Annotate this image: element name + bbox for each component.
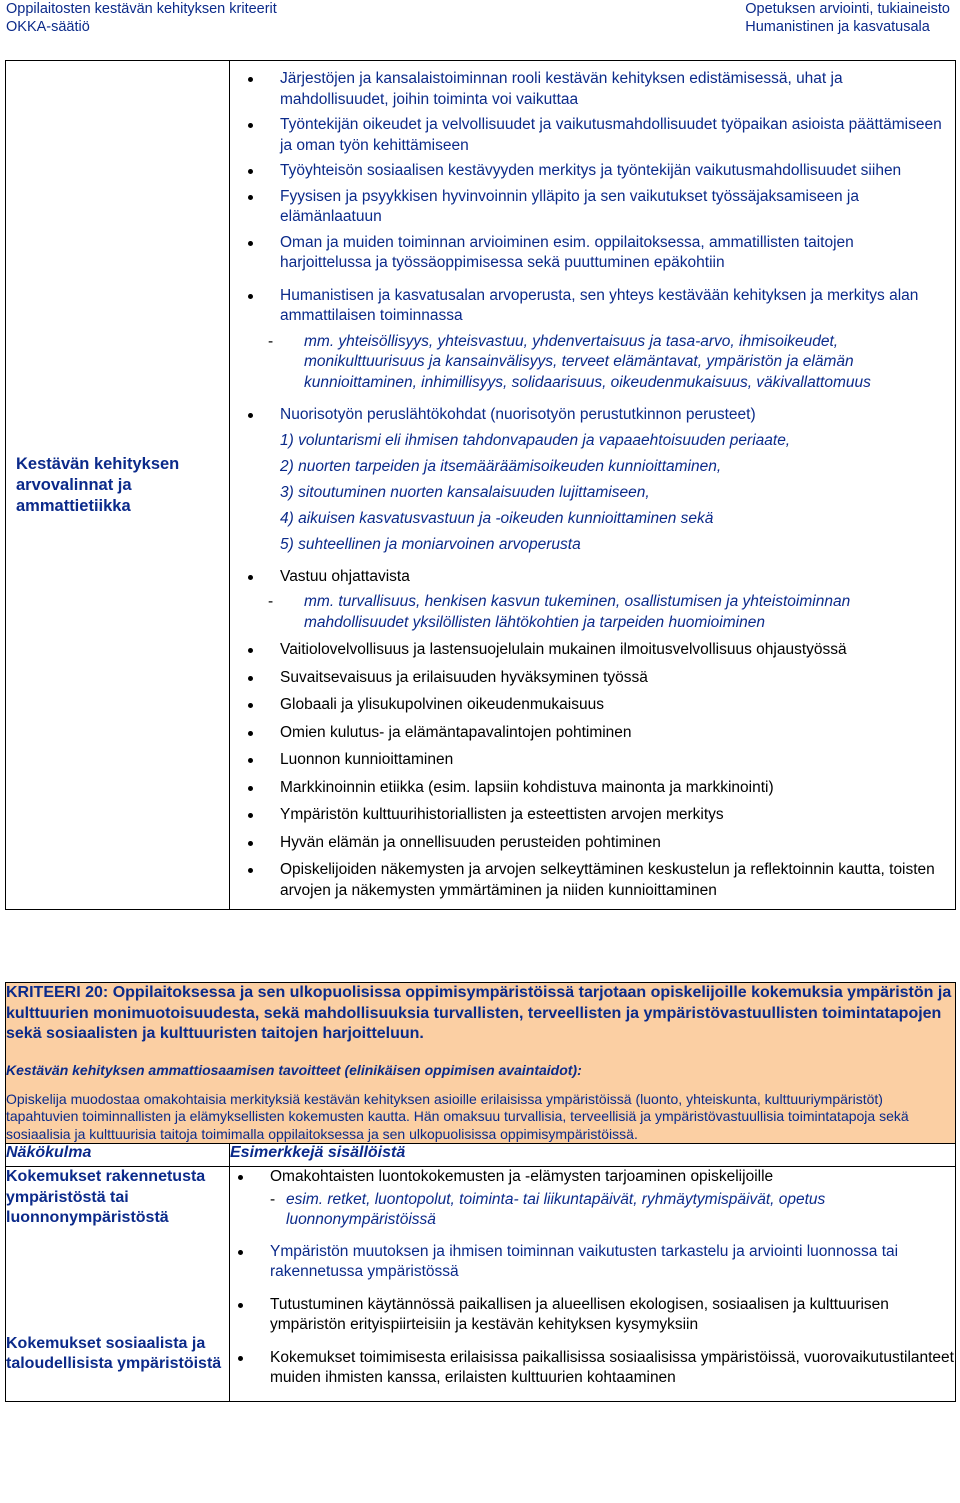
list-item: Markkinoinnin etiikka (esim. lapsiin kohdistuva mainonta ja markkinointi) (240, 778, 945, 799)
care-examples: mm. turvallisuus, henkisen kasvun tukeminen, osallistumisen ja yhteistoiminnan mahdollisuudet yksilöllisten lähtökohtien ja tarpeiden huomioiminen (304, 593, 851, 631)
list-item: Vaitiolovelvollisuus ja lastensuojelulain mukainen ilmoitusvelvollisuus ohjaustyössä (240, 640, 945, 661)
list-item-youth: Nuorisotyön peruslähtökohdat (nuorisotyön perustutkinnon perusteet) (240, 405, 945, 426)
list-item: Omakohtaisten luontokokemusten ja -elämysten tarjoaminen opiskelijoille (230, 1167, 955, 1188)
perspective-cell (6, 61, 230, 910)
header-right (745, 0, 950, 36)
examples-list (230, 1167, 955, 1188)
dash-marker: - (268, 332, 274, 350)
list-item: Työyhteisön sosiaalisen kestävyyden merkitys ja työntekijän vaikutusmahdollisuudet siihen (240, 161, 945, 182)
bullet-list-b (240, 640, 945, 901)
youth-point: 5) suhteellinen ja moniarvoinen arvoperusta (280, 535, 581, 553)
bullet-list-youth (240, 405, 945, 426)
criteria-title: KRITEERI 20: Oppilaitoksessa ja sen ulkopuolisissa oppimisympäristöissä tarjotaan opiskelijoille kokemuksia ympäristön ja kulttuurien monimuotoisuudesta, sekä mahdollisuuksia turvallisten, terveellisten ja ympäristövastuullisten toimintatapojen sekä sosiaalisten ja kulttuuristen taitojen harjoitteluun. (6, 984, 952, 1042)
document-field: Humanistinen ja kasvatusala (745, 19, 930, 35)
criteria-box (6, 983, 956, 1144)
column-header-perspective: Näkökulma (6, 1144, 230, 1167)
document-title: Oppilaitosten kestävän kehityksen kriteerit (6, 1, 277, 17)
youth-point: 2) nuorten tarpeiden ja itsemääräämisoikeuden kunnioittaminen, (280, 457, 722, 475)
perspective-label: Kestävän kehityksen arvovalinnat ja ammattietiikka (16, 454, 180, 515)
bullet-list-care (240, 567, 945, 588)
list-item: Luonnon kunnioittaminen (240, 750, 945, 771)
perspective-cell (6, 1167, 230, 1402)
list-item: Fyysisen ja psyykkisen hyvinvoinnin ylläpito ja sen vaikutukset työssäjaksamiseen ja elämänlaatuun (240, 187, 945, 228)
youth-point: 1) voluntarismi eli ihmisen tahdonvapauden ja vapaaehtoisuuden periaate, (280, 431, 791, 449)
youth-point: 4) aikuisen kasvatusvastuun ja -oikeuden kunnioittaminen sekä (280, 509, 714, 527)
goals-subheading: Kestävän kehityksen ammattiosaamisen tavoitteet (elinikäisen oppimisen avaintaidot): (6, 1061, 582, 1078)
dash-marker: - (268, 593, 274, 610)
list-item: Työntekijän oikeudet ja velvollisuudet ja vaikutusmahdollisuudet työpaikan asioista päättämiseen ja oman työn kehittämiseen (240, 115, 945, 156)
header-left (6, 0, 277, 36)
perspective-label: Kokemukset sosiaalista ja taloudellisista ympäristöistä (6, 1334, 222, 1372)
youth-points (240, 431, 945, 555)
column-header-examples: Esimerkkejä sisällöistä (230, 1144, 956, 1167)
goals-description: Opiskelija muodostaa omakohtaisia merkityksiä kestävän kehityksen asioille erilaisissa ympäristöissä (luonto, yhteiskunta, kulttuuriympäristöt) tapahtuvien toiminnallisten ja elämyksellisten kokemusten kautta. Hän omaksuu turvallisia, terveellisiä ja ympäristövastuullisia toimintatapoja sekä sosiaalisia ja kulttuurisia taitoja toimimalla oppilaitoksessa ja sen ulkopuolisissa oppimisympäristöissä. (6, 1090, 909, 1142)
list-item: Ympäristön muutoksen ja ihmisen toiminnan vaikutusten tarkastelu ja arviointi luonnossa tai rakennetussa ympäristössä (230, 1242, 955, 1283)
list-item: Ympäristön kulttuurihistoriallisten ja esteettisten arvojen merkitys (240, 805, 945, 826)
care-sublist (240, 592, 945, 633)
examples-sublist (230, 1190, 955, 1230)
list-item: Hyvän elämän ja onnellisuuden perusteiden pohtiminen (240, 833, 945, 854)
list-item-care: Vastuu ohjattavista (240, 567, 945, 588)
examples-detail: esim. retket, luontopolut, toiminta- tai liikuntapäivät, ryhmäytymispäivät, opetus luonnonympäristöissä (286, 1190, 826, 1228)
bullet-list-a (240, 69, 945, 327)
list-item-humanism: Humanistisen ja kasvatusalan arvoperusta, sen yhteys kestävään kehityksen ja merkitys alan ammattilaisen toiminnassa (240, 286, 945, 327)
humanism-sublist (240, 332, 945, 394)
document-subject: Opetuksen arviointi, tukiaineisto (745, 1, 950, 17)
youth-point: 3) sitoutuminen nuorten kansalaisuuden lujittamiseen, (280, 483, 650, 501)
list-item: Omien kulutus- ja elämäntapavalintojen pohtiminen (240, 723, 945, 744)
humanism-examples: mm. yhteisöllisyys, yhteisvastuu, yhdenvertaisuus ja tasa-arvo, ihmisoikeudet, monikulttuurisuus ja kansainvälisyys, terveet elämäntavat, ympäristön ja elämän kunnioittaminen, inhimillisyys, solidaarisuus, oikeudenmukaisuus, väkivallattomuus (304, 332, 871, 391)
list-item: Globaali ja ylisukupolvinen oikeudenmukaisuus (240, 695, 945, 716)
list-item: Oman ja muiden toiminnan arvioiminen esim. oppilaitoksessa, ammatillisten taitojen harjoittelussa ja työssäoppimisessa sekä puuttuminen epäkohtiin (240, 233, 945, 274)
content-cell (230, 61, 956, 910)
examples-cell (230, 1167, 956, 1402)
organization-name: OKKA-säätiö (6, 19, 90, 35)
ethics-table (5, 60, 956, 910)
list-item: Järjestöjen ja kansalaistoiminnan rooli kestävän kehityksen edistämisessä, uhat ja mahdollisuudet, joihin toiminta voi vaikuttaa (240, 69, 945, 110)
list-item: Suvaitsevaisuus ja erilaisuuden hyväksyminen työssä (240, 668, 945, 689)
examples-list-2 (230, 1242, 955, 1389)
perspective-label: Kokemukset rakennetusta ympäristöstä tai luonnonympäristöstä (6, 1168, 206, 1226)
dash-marker: - (270, 1190, 276, 1208)
list-item: Kokemukset toimimisesta erilaisissa paikallisissa sosiaalisissa ympäristöissä, vuorovaikutustilanteet muiden ihmisten kanssa, erilaisten kulttuurien kohtaaminen (230, 1348, 955, 1389)
list-item: Tutustuminen käytännössä paikallisen ja alueellisen ekologisen, sosiaalisen ja kulttuurisen ympäristön erityispiirteisiin ja kestävän kehityksen kysymyksiin (230, 1295, 955, 1336)
criteria-20-table (5, 982, 956, 1402)
list-item: Opiskelijoiden näkemysten ja arvojen selkeyttäminen keskustelun ja reflektoinnin kautta, toisten arvojen ja näkemysten ymmärtäminen ja niiden kunnioittaminen (240, 860, 945, 901)
